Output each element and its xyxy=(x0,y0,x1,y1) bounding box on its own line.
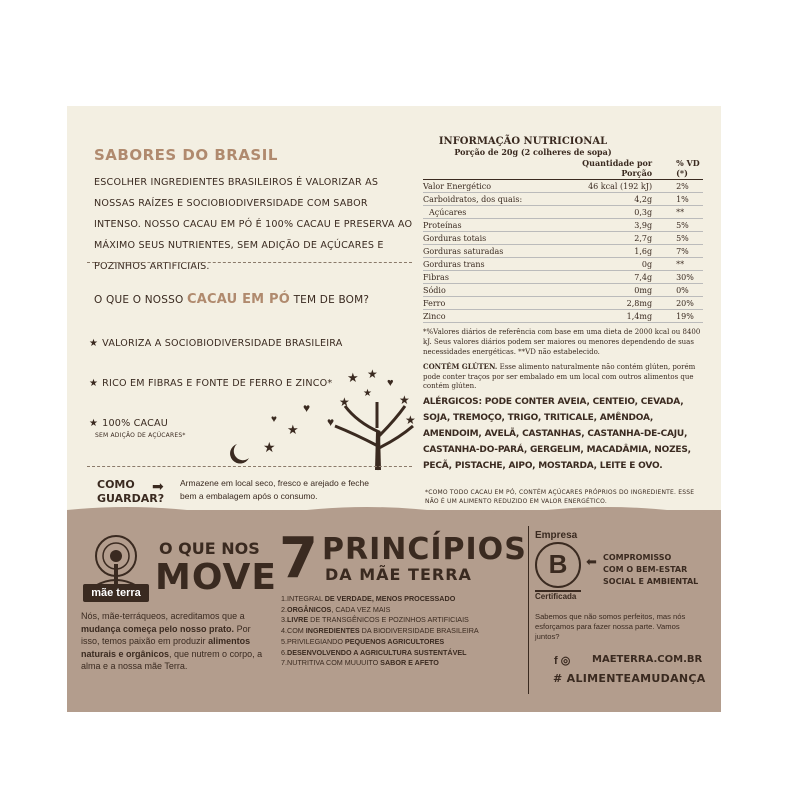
principle-text-c: , CADA VEZ MAIS xyxy=(331,604,391,614)
nutrient-name: Carboidratos, dos quais: xyxy=(423,193,577,206)
principle-text-b: DESENVOLVENDO A AGRICULTURA SUSTENTÁVEL xyxy=(287,647,467,657)
mae-terra-badge: mãe terra xyxy=(83,584,149,602)
principle-number: 7. xyxy=(281,658,287,668)
divider xyxy=(87,466,412,467)
principle-number: 1. xyxy=(281,594,287,603)
nutrient-qty: 0mg xyxy=(577,284,664,297)
gluten-label: CONTÉM GLÚTEN. xyxy=(423,362,498,371)
benefit-3-sub: SEM ADIÇÃO DE AÇÚCARES* xyxy=(95,432,186,439)
principle-text-b: DE VERDADE, MENOS PROCESSADO xyxy=(324,594,456,603)
principles-title: PRINCÍPIOS xyxy=(322,532,527,567)
principle-text-a: PRIVILEGIANDO xyxy=(287,636,345,646)
nutrient-qty: 4,2g xyxy=(577,193,664,206)
move-text-bold-1: mudança começa pelo nosso prato. xyxy=(81,623,235,634)
principle-number: 5. xyxy=(281,636,287,646)
nutrition-row xyxy=(423,284,703,297)
allergens: ALÉRGICOS: PODE CONTER AVEIA, CENTEIO, CEVADA, SOJA, TREMOÇO, TRIGO, TRITICALE, AMÊNDOA, AMENDOIM, AVELÃ, CASTANHAS, CASTANHA-DE-CAJU, CASTANHA-DO-PARÁ, GERGELIM, MACADÂMIA, NOZES, PECÃ, PISTACHE, AIPO, MOSTARDA, LEITE E OVO. xyxy=(423,396,691,471)
nutrient-name: Fibras xyxy=(423,271,577,284)
nutrition-facts xyxy=(423,136,703,474)
nutrient-vd: 19% xyxy=(664,310,703,323)
nutrient-qty: 7,4g xyxy=(577,271,664,284)
arrow-glyph: ➡ xyxy=(586,554,597,569)
nutrition-col-vd: % VD (*) xyxy=(664,158,703,180)
nutrient-name: Gorduras saturadas xyxy=(423,245,577,258)
nutrient-qty: 3,9g xyxy=(577,219,664,232)
package-panel xyxy=(67,106,721,712)
benefit-1-label: VALORIZA A SOCIOBIODIVERSIDADE BRASILEIRA xyxy=(102,338,343,349)
nutrition-row xyxy=(423,180,703,193)
star-icon: ★ xyxy=(367,367,378,381)
principle-item xyxy=(281,594,526,605)
star-icon: ★ xyxy=(405,413,416,427)
nutrition-note: *%Valores diários de referência com base em uma dieta de 2000 kcal ou 8400 kJ. Seus valores diários podem ser maiores ou menores dependendo de suas necessidades energéticas. **VD não estabelecido. xyxy=(423,328,701,356)
benefit-3 xyxy=(89,418,168,429)
move-text-1: Nós, mãe-terráqueos, acreditamos que a xyxy=(81,611,245,621)
nutrient-vd: 20% xyxy=(664,297,703,310)
heart-icon: ♥ xyxy=(303,401,311,415)
hashtag: # ALIMENTEAMUDANÇA xyxy=(553,672,706,685)
nutrient-qty: 0,3g xyxy=(577,206,664,219)
principles-subtitle: DA MÃE TERRA xyxy=(325,565,472,584)
nutrient-name: Sódio xyxy=(423,284,577,297)
nutrition-row xyxy=(423,206,703,219)
star-icon: ★ xyxy=(89,418,99,429)
star-icon: ★ xyxy=(89,338,99,349)
social-icons: f ◎ xyxy=(554,655,571,667)
star-icon: ★ xyxy=(339,395,350,409)
principle-text-c: DA BIODIVERSIDADE BRASILEIRA xyxy=(359,626,479,636)
question-suffix: TEM DE BOM? xyxy=(293,294,370,306)
nutrient-vd: 7% xyxy=(664,245,703,258)
principles-list xyxy=(281,594,526,669)
bcorp-compromisso-1: COMPROMISSO xyxy=(603,553,672,562)
principle-number: 6. xyxy=(281,647,287,657)
nutrition-col-empty xyxy=(423,158,577,180)
star-icon: ★ xyxy=(263,439,276,455)
bcorp-empresa: Empresa xyxy=(535,530,578,541)
move-text xyxy=(81,610,267,673)
principle-text-b: INGREDIENTES xyxy=(305,626,360,636)
nutrition-portion: Porção de 20g (2 colheres de sopa) xyxy=(454,147,612,157)
principle-item xyxy=(281,615,526,626)
benefit-1 xyxy=(89,338,343,349)
principle-text-b: ORGÂNICOS xyxy=(287,604,332,614)
benefit-3-label: 100% CACAU xyxy=(102,418,169,429)
move-line-2: MOVE xyxy=(155,557,277,598)
nutrition-row xyxy=(423,219,703,232)
nutrient-vd: 5% xyxy=(664,219,703,232)
arrow-left-icon xyxy=(586,554,597,570)
nutrient-name: Gorduras trans xyxy=(423,258,577,271)
principle-item xyxy=(281,658,526,669)
nutrient-vd: 2% xyxy=(664,180,703,193)
nutrient-qty: 2,8mg xyxy=(577,297,664,310)
nutrient-name: Proteínas xyxy=(423,219,577,232)
bcorp-logo: B xyxy=(535,542,581,588)
nutrient-vd: 30% xyxy=(664,271,703,284)
nutrition-row xyxy=(423,310,703,323)
move-text-3: , que nutrem o corpo, a alma e a nossa mãe Terra. xyxy=(81,648,263,672)
principle-item xyxy=(281,605,526,616)
nutrient-vd: 0% xyxy=(664,284,703,297)
principle-item xyxy=(281,648,526,659)
move-text-2: Por isso, temos paixão em produzir xyxy=(81,623,251,647)
mae-terra-tree-logo xyxy=(85,534,147,588)
move-line-1: O QUE NOS xyxy=(159,539,260,558)
nutrient-qty: 0g xyxy=(577,258,664,271)
star-icon: ★ xyxy=(363,388,372,399)
nutrient-qty: 1,4mg xyxy=(577,310,664,323)
gluten-text: Esse alimento naturalmente não contém glúten, porém pode conter traços por ser embalado em um local com outros alimentos que contém glúten. xyxy=(423,363,696,391)
sabores-text: ESCOLHER INGREDIENTES BRASILEIROS É VALORIZAR AS NOSSAS RAÍZES E SOCIOBIODIVERSIDADE COM SABOR INTENSO. NOSSO CACAU EM PÓ É 100% CACAU E PRESERVA AO MÁXIMO SEUS NUTRIENTES, SEM ADIÇÃO DE AÇÚCARES E POZINHOS ARTIFICIAIS. xyxy=(94,177,413,272)
move-text-bold-2: alimentos naturais e orgânicos xyxy=(81,636,251,659)
storage-label-2: GUARDAR? xyxy=(97,492,165,505)
heart-icon: ♥ xyxy=(387,377,394,389)
nutrient-qty: 46 kcal (192 kJ) xyxy=(577,180,664,193)
bcorp-compromisso xyxy=(603,552,698,588)
arrow-right-icon: ➡ xyxy=(152,478,164,494)
storage-text: Armazene em local seco, fresco e arejado e feche bem a embalagem após o consumo. xyxy=(180,478,369,501)
principle-text-a: NUTRITIVA COM MUUUITO xyxy=(287,658,381,668)
nutrition-body xyxy=(423,180,703,323)
nutrition-row xyxy=(423,245,703,258)
star-icon: ★ xyxy=(347,370,359,385)
star-icon: ★ xyxy=(89,378,99,389)
nutrient-name: Valor Energético xyxy=(423,180,577,193)
bcorp-compromisso-2: COM O BEM-ESTAR xyxy=(603,565,688,574)
heart-icon: ♥ xyxy=(327,415,335,429)
nutrient-vd: ** xyxy=(664,206,703,219)
principle-text-b: PEQUENOS AGRICULTORES xyxy=(344,636,445,646)
nutrient-qty: 1,6g xyxy=(577,245,664,258)
nutrition-row xyxy=(423,193,703,206)
nutrition-row xyxy=(423,297,703,310)
question-line xyxy=(94,292,369,307)
nutrition-row xyxy=(423,271,703,284)
sabores-title: SABORES DO BRASIL xyxy=(94,146,278,164)
nutrition-row xyxy=(423,258,703,271)
bcorp-certificada: Certificada xyxy=(535,592,577,601)
principle-number: 2. xyxy=(281,604,287,614)
principle-text-c: DE TRANSGÊNICOS E POZINHOS ARTIFICIAIS xyxy=(308,615,469,625)
principle-text-a: INTEGRAL xyxy=(287,594,325,603)
question-prefix: O QUE O NOSSO xyxy=(94,294,184,306)
bcorp-compromisso-3: SOCIAL E AMBIENTAL xyxy=(603,577,699,586)
principle-text-a: COM xyxy=(287,626,306,636)
nutrition-header-row xyxy=(423,158,703,180)
gluten-notice xyxy=(423,362,703,392)
principle-number: 4. xyxy=(281,626,287,636)
nutrient-vd: 5% xyxy=(664,232,703,245)
cacau-footnote: *COMO TODO CACAU EM PÓ, CONTÉM AÇÚCARES PRÓPRIOS DO INGREDIENTE. ESSE NÃO É UM ALIMENTO REDUZIDO EM VALOR ENERGÉTICO. xyxy=(425,489,695,505)
moon-icon xyxy=(230,444,249,464)
principles-number: 7 xyxy=(279,526,318,591)
nutrition-row xyxy=(423,232,703,245)
principle-item xyxy=(281,626,526,637)
tree-illustration xyxy=(227,362,437,472)
nutrition-table xyxy=(423,158,703,323)
tree-icon xyxy=(335,402,413,470)
nutrient-name: Zinco xyxy=(423,310,577,323)
nutrition-col-qty: Quantidade por Porção xyxy=(577,158,664,180)
principle-text-b: SABOR E AFETO xyxy=(380,658,439,668)
nutrition-title: INFORMAÇÃO NUTRICIONAL xyxy=(438,136,608,147)
heart-icon: ♥ xyxy=(271,414,277,425)
bcorp-sabemos: Sabemos que não somos perfeitos, mas nós esforçamos para fazer nossa parte. Vamos juntos? xyxy=(535,612,686,641)
question-accent: CACAU EM PÓ xyxy=(187,292,291,307)
principle-number: 3. xyxy=(281,615,287,625)
nutrient-name: Ferro xyxy=(423,297,577,310)
nutrient-name: Açúcares xyxy=(423,206,577,219)
nutrient-vd: 1% xyxy=(664,193,703,206)
benefit-2-label: RICO EM FIBRAS E FONTE DE FERRO E ZINCO* xyxy=(102,378,333,389)
star-icon: ★ xyxy=(399,393,410,407)
storage-label-1: COMO xyxy=(97,478,135,491)
nutrient-name: Gorduras totais xyxy=(423,232,577,245)
divider xyxy=(87,262,412,263)
website-link[interactable]: MAETERRA.COM.BR xyxy=(592,654,703,665)
principle-text-b: LIVRE xyxy=(287,615,309,625)
star-icon: ★ xyxy=(287,422,299,437)
nutrient-vd: ** xyxy=(664,258,703,271)
nutrient-qty: 2,7g xyxy=(577,232,664,245)
principle-item xyxy=(281,637,526,648)
